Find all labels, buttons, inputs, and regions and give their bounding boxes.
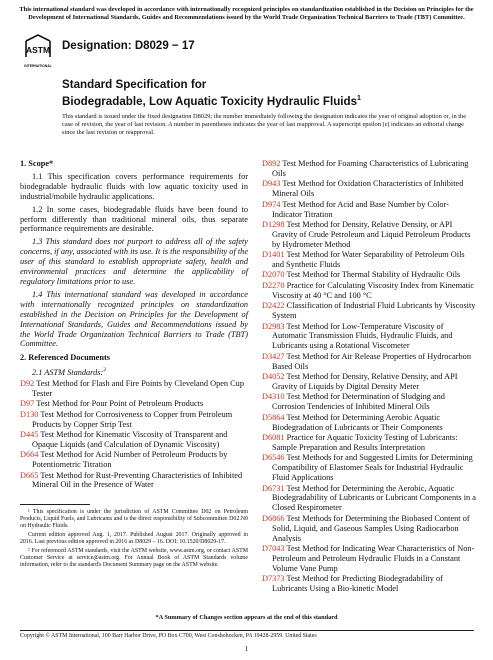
reference-code-link[interactable]: D664 [20,450,39,460]
reference-title: Test Method for Water Separability of Petroleum Oils and Synthetic Fluids [272,250,465,270]
reference-title: Test Method for Indicating Wear Characteristics of Non-Petroleum and Petroleum Hydraulic Fluids in a Constant Volume Vane Pump [272,543,475,573]
reference-title: Test Methods for and Suggested Limits for Determining Compatibility of Elastomer Seals for Industrial Hydraulic Fluid Applications [272,453,473,483]
astm-standards-subheading: 2.1 ASTM Standards:$^2$ [32,367,106,377]
reference-title: Test Method for Pour Point of Petroleum Products [36,399,204,409]
scope-para-3: 1.3 This standard does not purport to address all of the safety concerns, if any, associated with its use. It is the responsibility of the user of this standard to establish appropriate safety, health and environmental practices and determine the applicability of regulatory limitations prior to use. [20,237,248,286]
reference-title: Test Method for Determination of Sludging and Corrosion Tendencies of Inhibited Mineral Oils [272,392,445,412]
title-line-1: Standard Specification for [62,78,207,91]
reference-item [20,399,248,409]
reference-item [20,410,248,430]
reference-item [20,450,248,470]
scope-para-2: 1.2 In some cases, biodegradable fluids have been found to perform differently than traditional mineral oils, thus separate performance requirements are desirable. [20,204,248,234]
section-heading-references: 2. Referenced Documents [20,353,110,363]
right-column [262,159,476,594]
reference-item [20,471,248,491]
reference-code-link[interactable]: D4310 [262,392,285,402]
footnote-2: ² For referenced ASTM standards, visit the ASTM website, www.astm.org, or contact ASTM Customer Service at service@astm.org. For Annual Book of ASTM Standards volume information, refer to the standard's Document Summary page on the ASTM website. [20,548,248,568]
reference-item [262,544,476,574]
designation: Designation: D8029 − 17 [62,40,195,52]
copyright-line: Copyright © ASTM International, 100 Barr Harbor Drive, PO Box C700, West Conshohocken, PA 19428-2959. United States [20,630,474,639]
reference-item [262,453,476,483]
section-heading-scope: 1. Scope* [20,159,54,168]
reference-title: Test Method for Flash and Fire Points by Cleveland Open Cup Tester [32,378,244,398]
reference-item [262,301,476,321]
reference-code-link[interactable]: D5864 [262,412,285,422]
title-line-2: Biodegradable, Low Aquatic Toxicity Hydraulic Fluids [62,94,358,108]
scope-para-1: 1.1 This specification covers performance requirements for biodegradable hydraulic fluids with low aquatic toxicity used in industrial/mobile hydraulic applications. [20,171,248,201]
left-column [20,159,248,491]
reference-code-link[interactable]: D7043 [262,543,285,553]
reference-code-link[interactable]: D2270 [262,280,285,290]
reference-code-link[interactable]: D2070 [262,270,285,280]
reference-code-link[interactable]: D1298 [262,219,285,229]
reference-title: Classification of Industrial Fluid Lubricants by Viscosity System [272,301,476,321]
reference-code-link[interactable]: D7373 [262,574,285,584]
reference-title: Test Method for Air Release Properties of Hydrocarbon Based Oils [272,351,471,371]
footnotes [20,509,248,571]
reference-item [20,430,248,450]
reference-title: Test Method for Acid and Base Number by Color-Indicator Titration [272,199,449,219]
reference-code-link[interactable]: D892 [262,159,281,168]
reference-title: Test Method for Determining the Aerobic, Aquatic Biodegradability of Lubricants or Lubricant Components in a Closed Respirometer [272,483,476,513]
page-number: 1 [244,645,249,653]
reference-title: Test Method for Rust-Preventing Characteristics of Inhibited Mineral Oil in the Presence of Water [32,470,243,490]
reference-item [262,220,476,250]
astm-logo-icon [22,31,54,71]
header-notice: This international standard was developed in accordance with internationally recognized principles on standardization established in the Decision on Principles for the Development of International Standards, Guides and Recommendations issued by the World Trade Organization Technical Barriers to Trade (TBT) Committee. [19,6,474,21]
reference-code-link[interactable]: D6546 [262,453,285,463]
reference-code-link[interactable]: D4052 [262,372,285,382]
reference-code-link[interactable]: D6081 [262,432,285,442]
title-footnote-mark: 1 [357,95,361,102]
footnote-divider [20,504,90,505]
reference-code-link[interactable]: D445 [20,429,39,439]
reference-title: Test Method for Thermal Stability of Hydraulic Oils [286,270,461,280]
reference-code-link[interactable]: D130 [20,409,39,419]
reference-title: Test Method for Predicting Biodegradability of Lubricants Using a Bio-kinetic Model [272,574,443,594]
reference-item [262,179,476,199]
svg-text:ASTM: ASTM [25,45,51,55]
reference-item [262,372,476,392]
reference-item [262,270,476,280]
footnote-1: ¹ This specification is under the jurisdiction of ASTM Committee D02 on Petroleum Products, Liquid Fuels, and Lubricants and is the direct responsibility of Subcommittee D02.N0 on Hydraulic Fluids. [20,509,248,529]
footnote-1-edition: Current edition approved Aug. 1, 2017. Published August 2017. Originally approved in 2016. Last previous edition approved in 2016 as D8029 – 16. DOI: 10.1520/D8029-17. [20,532,248,545]
reference-code-link[interactable]: D943 [262,179,281,189]
reference-item [262,250,476,270]
reference-code-link[interactable]: D3427 [262,351,285,361]
reference-code-link[interactable]: D1401 [262,250,285,260]
reference-item [262,322,476,352]
reference-item [262,514,476,544]
reference-code-link[interactable]: D92 [20,378,35,388]
reference-title: Test Method for Acid Number of Petroleum Products by Potentiometric Titration [32,450,228,470]
issued-note: This standard is issued under the fixed designation D8029; the number immediately following the designation indicates the year of original adoption or, in the case of revision, the year of last revision. A number in parentheses indicates the year of last reapproval. A superscript epsilon (ε) indicates an editorial change since the last revision or reapproval. [62,113,467,136]
left-reference-list [20,379,248,490]
reference-title: Practice for Aquatic Toxicity Testing of Lubricants: Sample Preparation and Results Interpretation [272,432,458,452]
reference-code-link[interactable]: D665 [20,470,39,480]
reference-title: Test Method for Oxidation Characteristics of Inhibited Mineral Oils [272,179,464,199]
logo-text: INTERNATIONAL [24,64,52,68]
reference-title: Test Method for Determining Aerobic Aquatic Biodegradation of Lubricants or Their Components [272,412,443,432]
reference-item [262,433,476,453]
reference-title: Test Method for Density, Relative Density, and API Gravity of Liquids by Digital Density Meter [272,372,458,391]
document-title [62,78,361,109]
reference-code-link[interactable]: D2422 [262,301,285,311]
reference-item [20,379,248,399]
reference-item [262,200,476,220]
reference-item [262,574,476,594]
reference-title: Test Methods for Determining the Biobased Content of Solid, Liquid, and Gaseous Samples Using Radiocarbon Analysis [272,513,470,543]
reference-code-link[interactable]: D2983 [262,321,285,331]
reference-item [262,413,476,433]
reference-title: Test Method for Kinematic Viscosity of Transparent and Opaque Liquids (and Calculation of Dynamic Viscosity) [32,429,228,449]
reference-code-link[interactable]: D6731 [262,483,285,493]
reference-title: Test Method for Foaming Characteristics of Lubricating Oils [272,159,469,178]
reference-title: Test Method for Low-Temperature Viscosity of Automatic Transmission Fluids, Hydraulic Fluids, and Lubricants using a Rotational Viscometer [272,321,453,351]
reference-item [262,159,476,179]
reference-title: Test Method for Density, Relative Density, or API Gravity of Crude Petroleum and Liquid Petroleum Products by Hydrometer Method [272,219,471,249]
reference-code-link[interactable]: D6866 [262,513,285,523]
reference-title: Test Method for Corrosiveness to Copper from Petroleum Products by Copper Strip Test [32,409,233,429]
reference-title: Practice for Calculating Viscosity Index from Kinematic Viscosity at 40 °C and 100 °C [272,280,475,300]
summary-of-changes-note: *A Summary of Changes section appears at the end of this standard [155,614,338,621]
right-reference-list [262,159,476,594]
reference-item [262,392,476,412]
reference-item [262,281,476,301]
reference-code-link[interactable]: D974 [262,199,281,209]
reference-item [262,352,476,372]
reference-item [262,484,476,514]
scope-para-4: 1.4 This international standard was developed in accordance with internationally recognized principles on standardization established in the Decision on Principles for the Development of International Standards, Guides and Recommendations issued by the World Trade Organization Technical Barriers to Trade (TBT) Committee. [20,289,248,349]
reference-code-link[interactable]: D97 [20,399,35,409]
